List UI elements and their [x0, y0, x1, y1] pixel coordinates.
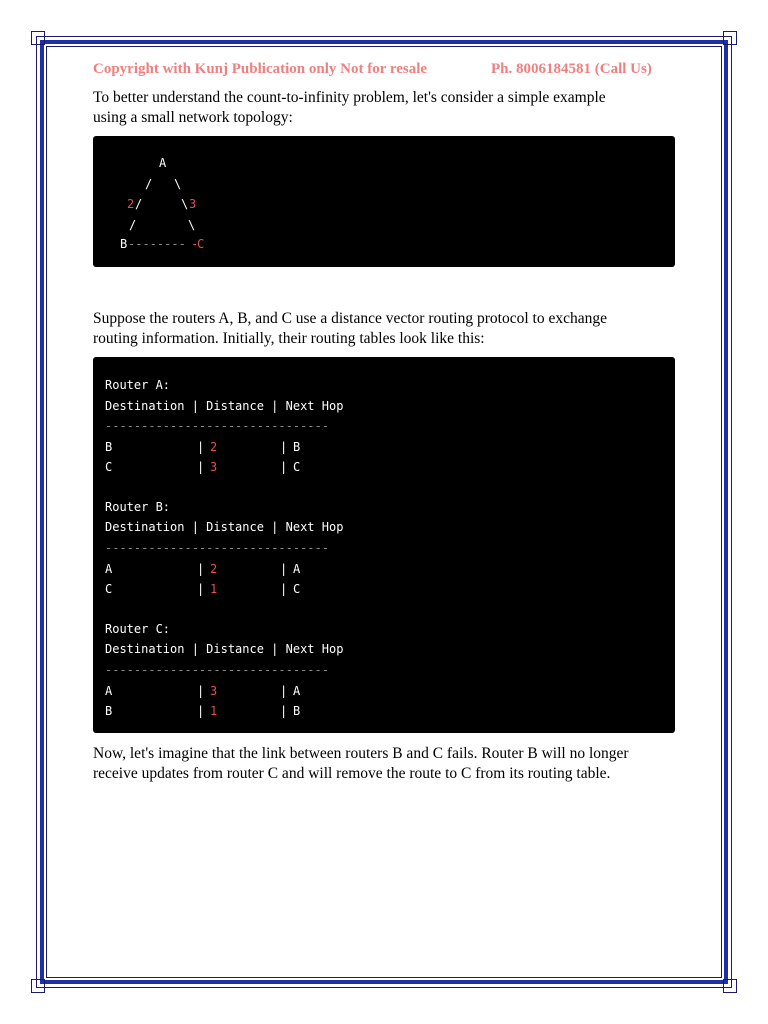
border-corner — [723, 979, 737, 993]
table-row-next-hop: C — [293, 582, 301, 596]
intro-paragraph — [93, 88, 683, 128]
topology-edge-ab: / — [129, 218, 137, 232]
table-row-destination: C — [105, 582, 113, 596]
topology-weight-ac: 3 — [189, 197, 197, 211]
table-row-divider: | — [280, 582, 288, 596]
table-row-destination: B — [105, 440, 113, 454]
table-row-destination: B — [105, 704, 113, 718]
topology-edge-ac: \ — [181, 197, 189, 211]
topology-node-a: A — [159, 156, 167, 170]
table-row-divider: | — [280, 684, 288, 698]
table-row-divider: | — [197, 460, 205, 474]
topology-code-block — [93, 136, 675, 267]
phone-number: Ph. 8006184581 (Call Us) — [491, 61, 652, 77]
router-table-header: Destination | Distance | Next Hop — [105, 642, 344, 656]
border-corner — [723, 31, 737, 45]
paragraph-line: To better understand the count-to-infinity problem, let's consider a simple example — [93, 89, 606, 106]
table-row-next-hop: A — [293, 684, 301, 698]
router-table-header: Destination | Distance | Next Hop — [105, 399, 344, 413]
table-row-divider: | — [280, 440, 288, 454]
topology-node-c: C — [197, 237, 205, 251]
border-corner — [31, 31, 45, 45]
table-row-divider: | — [280, 460, 288, 474]
table-row-divider: | — [197, 440, 205, 454]
topology-node-b: B — [120, 237, 128, 251]
paragraph-line: Now, let's imagine that the link between routers B and C fails. Router B will no longer — [93, 745, 629, 762]
topology-link-bc: -------- — [128, 237, 186, 251]
topology-weight-ab: 2 — [127, 197, 135, 211]
router-table-separator: ------------------------------- — [105, 419, 329, 433]
table-row-destination: A — [105, 562, 113, 576]
table-row-destination: A — [105, 684, 113, 698]
table-row-divider: | — [197, 704, 205, 718]
table-row-divider: | — [280, 704, 288, 718]
topology-edge-ac: \ — [174, 177, 182, 191]
table-row-next-hop: B — [293, 704, 301, 718]
paragraph-line: routing information. Initially, their routing tables look like this: — [93, 330, 485, 347]
paragraph-line: using a small network topology: — [93, 109, 293, 126]
router-table-separator: ------------------------------- — [105, 541, 329, 555]
topology-edge-ab: / — [145, 177, 153, 191]
table-row-divider: | — [280, 562, 288, 576]
routing-tables-code-block — [93, 357, 675, 733]
router-table-header: Destination | Distance | Next Hop — [105, 520, 344, 534]
table-row-distance: 2 — [210, 440, 218, 454]
paragraph-line: Suppose the routers A, B, and C use a distance vector routing protocol to exchange — [93, 310, 607, 327]
table-row-next-hop: A — [293, 562, 301, 576]
router-table-title: Router A: — [105, 378, 171, 392]
topology-edge-ab: / — [135, 197, 143, 211]
router-table-title: Router C: — [105, 622, 171, 636]
table-row-destination: C — [105, 460, 113, 474]
table-row-divider: | — [197, 562, 205, 576]
table-row-distance: 1 — [210, 582, 218, 596]
copyright-notice: Copyright with Kunj Publication only Not for resale — [93, 61, 428, 77]
router-table-separator: ------------------------------- — [105, 663, 329, 677]
table-row-next-hop: B — [293, 440, 301, 454]
border-corner — [31, 979, 45, 993]
link-failure-paragraph — [93, 744, 683, 784]
routing-description-paragraph — [93, 309, 683, 349]
table-row-next-hop: C — [293, 460, 301, 474]
table-row-distance: 3 — [210, 684, 218, 698]
topology-link-bc-end: - — [191, 237, 199, 251]
table-row-distance: 1 — [210, 704, 218, 718]
topology-edge-ac: \ — [188, 218, 196, 232]
table-row-distance: 2 — [210, 562, 218, 576]
page-header — [93, 61, 683, 78]
table-row-divider: | — [197, 582, 205, 596]
table-row-divider: | — [197, 684, 205, 698]
table-row-distance: 3 — [210, 460, 218, 474]
router-table-title: Router B: — [105, 500, 171, 514]
paragraph-line: receive updates from router C and will remove the route to C from its routing table. — [93, 765, 611, 782]
